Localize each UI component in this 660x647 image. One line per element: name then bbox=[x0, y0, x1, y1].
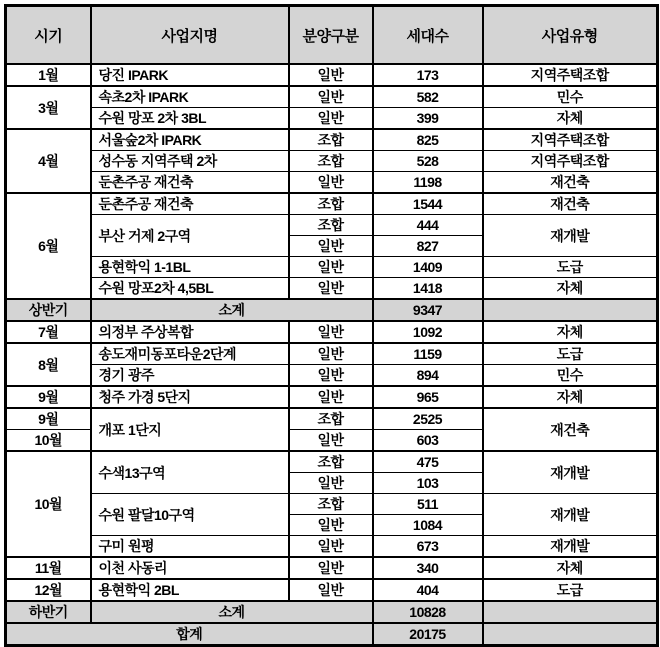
units-cell: 2525 bbox=[373, 408, 483, 430]
business-type-cell: 지역주택조합 bbox=[483, 64, 658, 86]
sale-type-cell: 일반 bbox=[289, 343, 373, 365]
units-cell: 475 bbox=[373, 451, 483, 473]
period-cell: 1월 bbox=[6, 64, 91, 86]
period-cell: 11월 bbox=[6, 557, 91, 579]
table-row bbox=[6, 321, 658, 343]
project-cell: 수원 팔달10구역 bbox=[91, 494, 289, 536]
table-row bbox=[6, 365, 658, 387]
subtotal-label-cell: 소계 bbox=[91, 601, 373, 623]
table-row bbox=[6, 579, 658, 601]
table-row bbox=[6, 108, 658, 130]
sale-type-cell: 일반 bbox=[289, 365, 373, 387]
units-cell: 1198 bbox=[373, 172, 483, 194]
table-row bbox=[6, 343, 658, 365]
table-row bbox=[6, 278, 658, 300]
business-type-cell: 자체 bbox=[483, 278, 658, 300]
sale-type-cell: 일반 bbox=[289, 86, 373, 108]
grand-total-row bbox=[6, 623, 658, 646]
subtotal-row-first-half bbox=[6, 299, 658, 321]
period-cell: 4월 bbox=[6, 129, 91, 193]
sale-type-cell: 일반 bbox=[289, 108, 373, 130]
table-row bbox=[6, 129, 658, 151]
subtotal-label-cell: 소계 bbox=[91, 299, 373, 321]
sale-type-cell: 일반 bbox=[289, 64, 373, 86]
table-row bbox=[6, 215, 658, 236]
sale-type-cell: 조합 bbox=[289, 151, 373, 172]
units-cell: 827 bbox=[373, 236, 483, 257]
project-cell: 의정부 주상복합 bbox=[91, 321, 289, 343]
table-row bbox=[6, 86, 658, 108]
subtotal-row-second-half bbox=[6, 601, 658, 623]
units-cell: 1159 bbox=[373, 343, 483, 365]
business-type-cell: 도급 bbox=[483, 257, 658, 278]
units-cell: 511 bbox=[373, 494, 483, 515]
col-header-business-type: 사업유형 bbox=[483, 6, 658, 65]
business-type-cell: 재건축 bbox=[483, 408, 658, 451]
period-cell: 9월 bbox=[6, 408, 91, 430]
sale-type-cell: 일반 bbox=[289, 557, 373, 579]
col-header-sale-type: 분양구분 bbox=[289, 6, 373, 65]
period-cell: 7월 bbox=[6, 321, 91, 343]
business-type-cell: 재개발 bbox=[483, 215, 658, 257]
sale-type-cell: 일반 bbox=[289, 579, 373, 601]
sale-type-cell: 조합 bbox=[289, 408, 373, 430]
units-cell: 103 bbox=[373, 473, 483, 494]
business-type-cell: 재개발 bbox=[483, 536, 658, 558]
sale-type-cell: 일반 bbox=[289, 386, 373, 408]
sale-type-cell: 일반 bbox=[289, 278, 373, 300]
table-row bbox=[6, 257, 658, 278]
table-row bbox=[6, 494, 658, 515]
units-cell: 399 bbox=[373, 108, 483, 130]
table-header-row bbox=[6, 6, 658, 65]
project-cell: 둔촌주공 재건축 bbox=[91, 193, 289, 215]
units-cell: 9347 bbox=[373, 299, 483, 321]
sale-type-cell: 조합 bbox=[289, 215, 373, 236]
units-cell: 173 bbox=[373, 64, 483, 86]
project-cell: 서울숲2차 IPARK bbox=[91, 129, 289, 151]
project-cell: 개포 1단지 bbox=[91, 408, 289, 451]
table-row bbox=[6, 451, 658, 473]
project-cell: 속초2차 IPARK bbox=[91, 86, 289, 108]
business-type-cell: 자체 bbox=[483, 557, 658, 579]
units-cell: 673 bbox=[373, 536, 483, 558]
units-cell: 603 bbox=[373, 430, 483, 452]
business-type-cell bbox=[483, 623, 658, 646]
total-label-cell: 합계 bbox=[6, 623, 373, 646]
table-row bbox=[6, 193, 658, 215]
sale-type-cell: 조합 bbox=[289, 129, 373, 151]
period-cell: 6월 bbox=[6, 193, 91, 299]
units-cell: 582 bbox=[373, 86, 483, 108]
business-type-cell: 자체 bbox=[483, 386, 658, 408]
project-cell: 수색13구역 bbox=[91, 451, 289, 494]
business-type-cell: 재개발 bbox=[483, 494, 658, 536]
units-cell: 528 bbox=[373, 151, 483, 172]
units-cell: 894 bbox=[373, 365, 483, 387]
business-type-cell: 지역주택조합 bbox=[483, 129, 658, 151]
units-cell: 404 bbox=[373, 579, 483, 601]
housing-supply-table bbox=[4, 4, 659, 647]
period-cell: 3월 bbox=[6, 86, 91, 129]
col-header-period: 시기 bbox=[6, 6, 91, 65]
units-cell: 1409 bbox=[373, 257, 483, 278]
sale-type-cell: 일반 bbox=[289, 172, 373, 194]
project-cell: 부산 거제 2구역 bbox=[91, 215, 289, 257]
business-type-cell bbox=[483, 601, 658, 623]
period-cell: 8월 bbox=[6, 343, 91, 386]
units-cell: 20175 bbox=[373, 623, 483, 646]
sale-type-cell: 조합 bbox=[289, 494, 373, 515]
col-header-units: 세대수 bbox=[373, 6, 483, 65]
sale-type-cell: 일반 bbox=[289, 515, 373, 536]
col-header-project: 사업지명 bbox=[91, 6, 289, 65]
project-cell: 청주 가경 5단지 bbox=[91, 386, 289, 408]
table-row bbox=[6, 172, 658, 194]
table-row bbox=[6, 536, 658, 558]
period-cell: 12월 bbox=[6, 579, 91, 601]
period-cell: 9월 bbox=[6, 386, 91, 408]
sale-type-cell: 일반 bbox=[289, 257, 373, 278]
project-cell: 당진 IPARK bbox=[91, 64, 289, 86]
table-row bbox=[6, 386, 658, 408]
sale-type-cell: 조합 bbox=[289, 193, 373, 215]
project-cell: 성수동 지역주택 2차 bbox=[91, 151, 289, 172]
business-type-cell bbox=[483, 299, 658, 321]
business-type-cell: 민수 bbox=[483, 86, 658, 108]
business-type-cell: 재건축 bbox=[483, 172, 658, 194]
sale-type-cell: 조합 bbox=[289, 451, 373, 473]
business-type-cell: 지역주택조합 bbox=[483, 151, 658, 172]
table-row bbox=[6, 151, 658, 172]
table-row bbox=[6, 408, 658, 430]
sale-type-cell: 일반 bbox=[289, 321, 373, 343]
project-cell: 둔촌주공 재건축 bbox=[91, 172, 289, 194]
units-cell: 1418 bbox=[373, 278, 483, 300]
business-type-cell: 자체 bbox=[483, 321, 658, 343]
units-cell: 1544 bbox=[373, 193, 483, 215]
units-cell: 10828 bbox=[373, 601, 483, 623]
units-cell: 1084 bbox=[373, 515, 483, 536]
project-cell: 경기 광주 bbox=[91, 365, 289, 387]
business-type-cell: 민수 bbox=[483, 365, 658, 387]
period-cell: 10월 bbox=[6, 451, 91, 557]
sale-type-cell: 일반 bbox=[289, 236, 373, 257]
project-cell: 수원 망포 2차 3BL bbox=[91, 108, 289, 130]
project-cell: 용현학익 1-1BL bbox=[91, 257, 289, 278]
project-cell: 송도재미동포타운2단계 bbox=[91, 343, 289, 365]
sale-type-cell: 일반 bbox=[289, 536, 373, 558]
table-row bbox=[6, 64, 658, 86]
table-row bbox=[6, 557, 658, 579]
business-type-cell: 재개발 bbox=[483, 451, 658, 494]
business-type-cell: 자체 bbox=[483, 108, 658, 130]
units-cell: 965 bbox=[373, 386, 483, 408]
project-cell: 용현학익 2BL bbox=[91, 579, 289, 601]
project-cell: 수원 망포2차 4,5BL bbox=[91, 278, 289, 300]
project-cell: 이천 사동리 bbox=[91, 557, 289, 579]
business-type-cell: 재건축 bbox=[483, 193, 658, 215]
units-cell: 340 bbox=[373, 557, 483, 579]
period-cell: 하반기 bbox=[6, 601, 91, 623]
period-cell: 상반기 bbox=[6, 299, 91, 321]
business-type-cell: 도급 bbox=[483, 579, 658, 601]
sale-type-cell: 일반 bbox=[289, 473, 373, 494]
project-cell: 구미 원평 bbox=[91, 536, 289, 558]
business-type-cell: 도급 bbox=[483, 343, 658, 365]
sale-type-cell: 일반 bbox=[289, 430, 373, 452]
period-cell: 10월 bbox=[6, 430, 91, 452]
units-cell: 1092 bbox=[373, 321, 483, 343]
units-cell: 444 bbox=[373, 215, 483, 236]
units-cell: 825 bbox=[373, 129, 483, 151]
